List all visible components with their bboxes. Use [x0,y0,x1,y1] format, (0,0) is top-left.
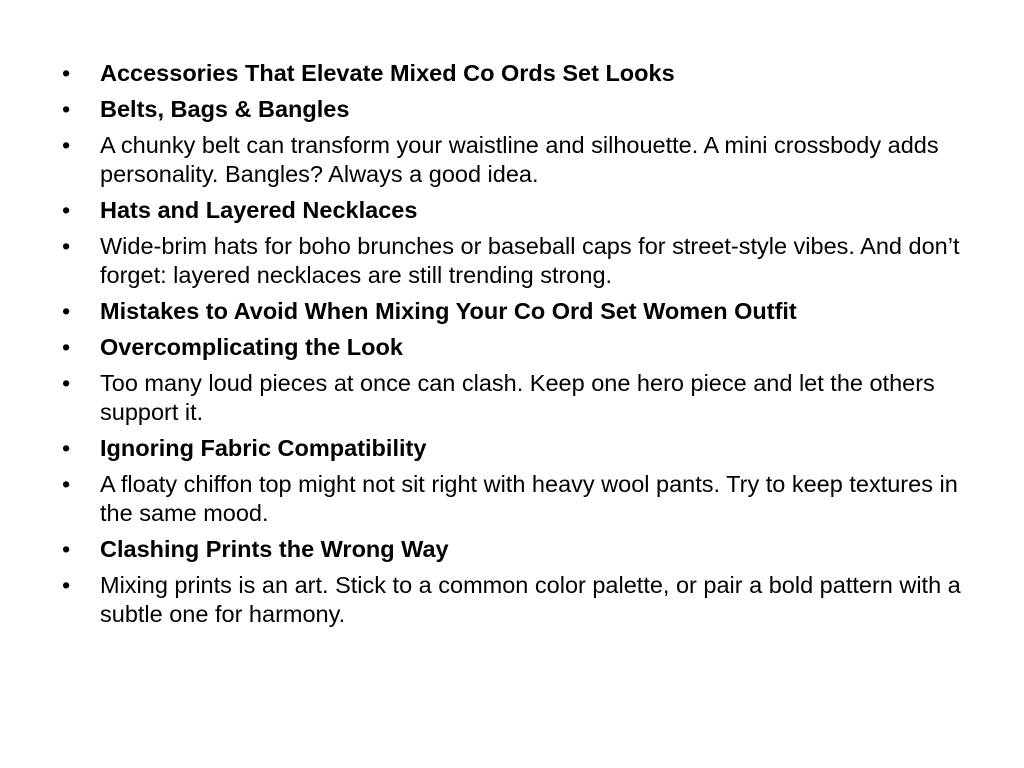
bullet-item-heading [62,196,964,225]
bullet-text: Too many loud pieces at once can clash. Keep one hero piece and let the others support it. [100,370,935,425]
bullet-item-heading [62,434,964,463]
bullet-item-heading [62,95,964,124]
bullet-item-heading [62,333,964,362]
bullet-text: Accessories That Elevate Mixed Co Ords Set Looks [100,60,675,86]
bullet-list [62,59,964,629]
bullet-dot-icon: • [62,435,71,461]
bullet-text: A chunky belt can transform your waistline and silhouette. A mini crossbody adds personality. Bangles? Always a good idea. [100,132,939,187]
bullet-item-body [62,470,964,528]
bullet-text: Belts, Bags & Bangles [100,96,350,122]
bullet-dot-icon: • [62,536,71,562]
bullet-text: Overcomplicating the Look [100,334,403,360]
bullet-text: Ignoring Fabric Compatibility [100,435,427,461]
bullet-item-heading [62,535,964,564]
bullet-dot-icon: • [62,233,71,259]
bullet-dot-icon: • [62,471,71,497]
bullet-dot-icon: • [62,298,71,324]
bullet-text: Wide-brim hats for boho brunches or baseball caps for street-style vibes. And don’t forget: layered necklaces are still trending strong. [100,233,960,288]
bullet-dot-icon: • [62,197,71,223]
bullet-text: Clashing Prints the Wrong Way [100,536,449,562]
bullet-item-body [62,232,964,290]
bullet-dot-icon: • [62,572,71,598]
bullet-dot-icon: • [62,132,71,158]
bullet-text: Hats and Layered Necklaces [100,197,418,223]
bullet-dot-icon: • [62,370,71,396]
bullet-text: Mixing prints is an art. Stick to a common color palette, or pair a bold pattern with a subtle one for harmony. [100,572,961,627]
bullet-item-heading [62,297,964,326]
bullet-item-body [62,131,964,189]
bullet-dot-icon: • [62,96,71,122]
bullet-text: Mistakes to Avoid When Mixing Your Co Ord Set Women Outfit [100,298,797,324]
bullet-text: A floaty chiffon top might not sit right with heavy wool pants. Try to keep textures in the same mood. [100,471,958,526]
bullet-item-heading [62,59,964,88]
bullet-dot-icon: • [62,334,71,360]
bullet-item-body [62,369,964,427]
bullet-dot-icon: • [62,60,71,86]
bullet-item-body [62,571,964,629]
